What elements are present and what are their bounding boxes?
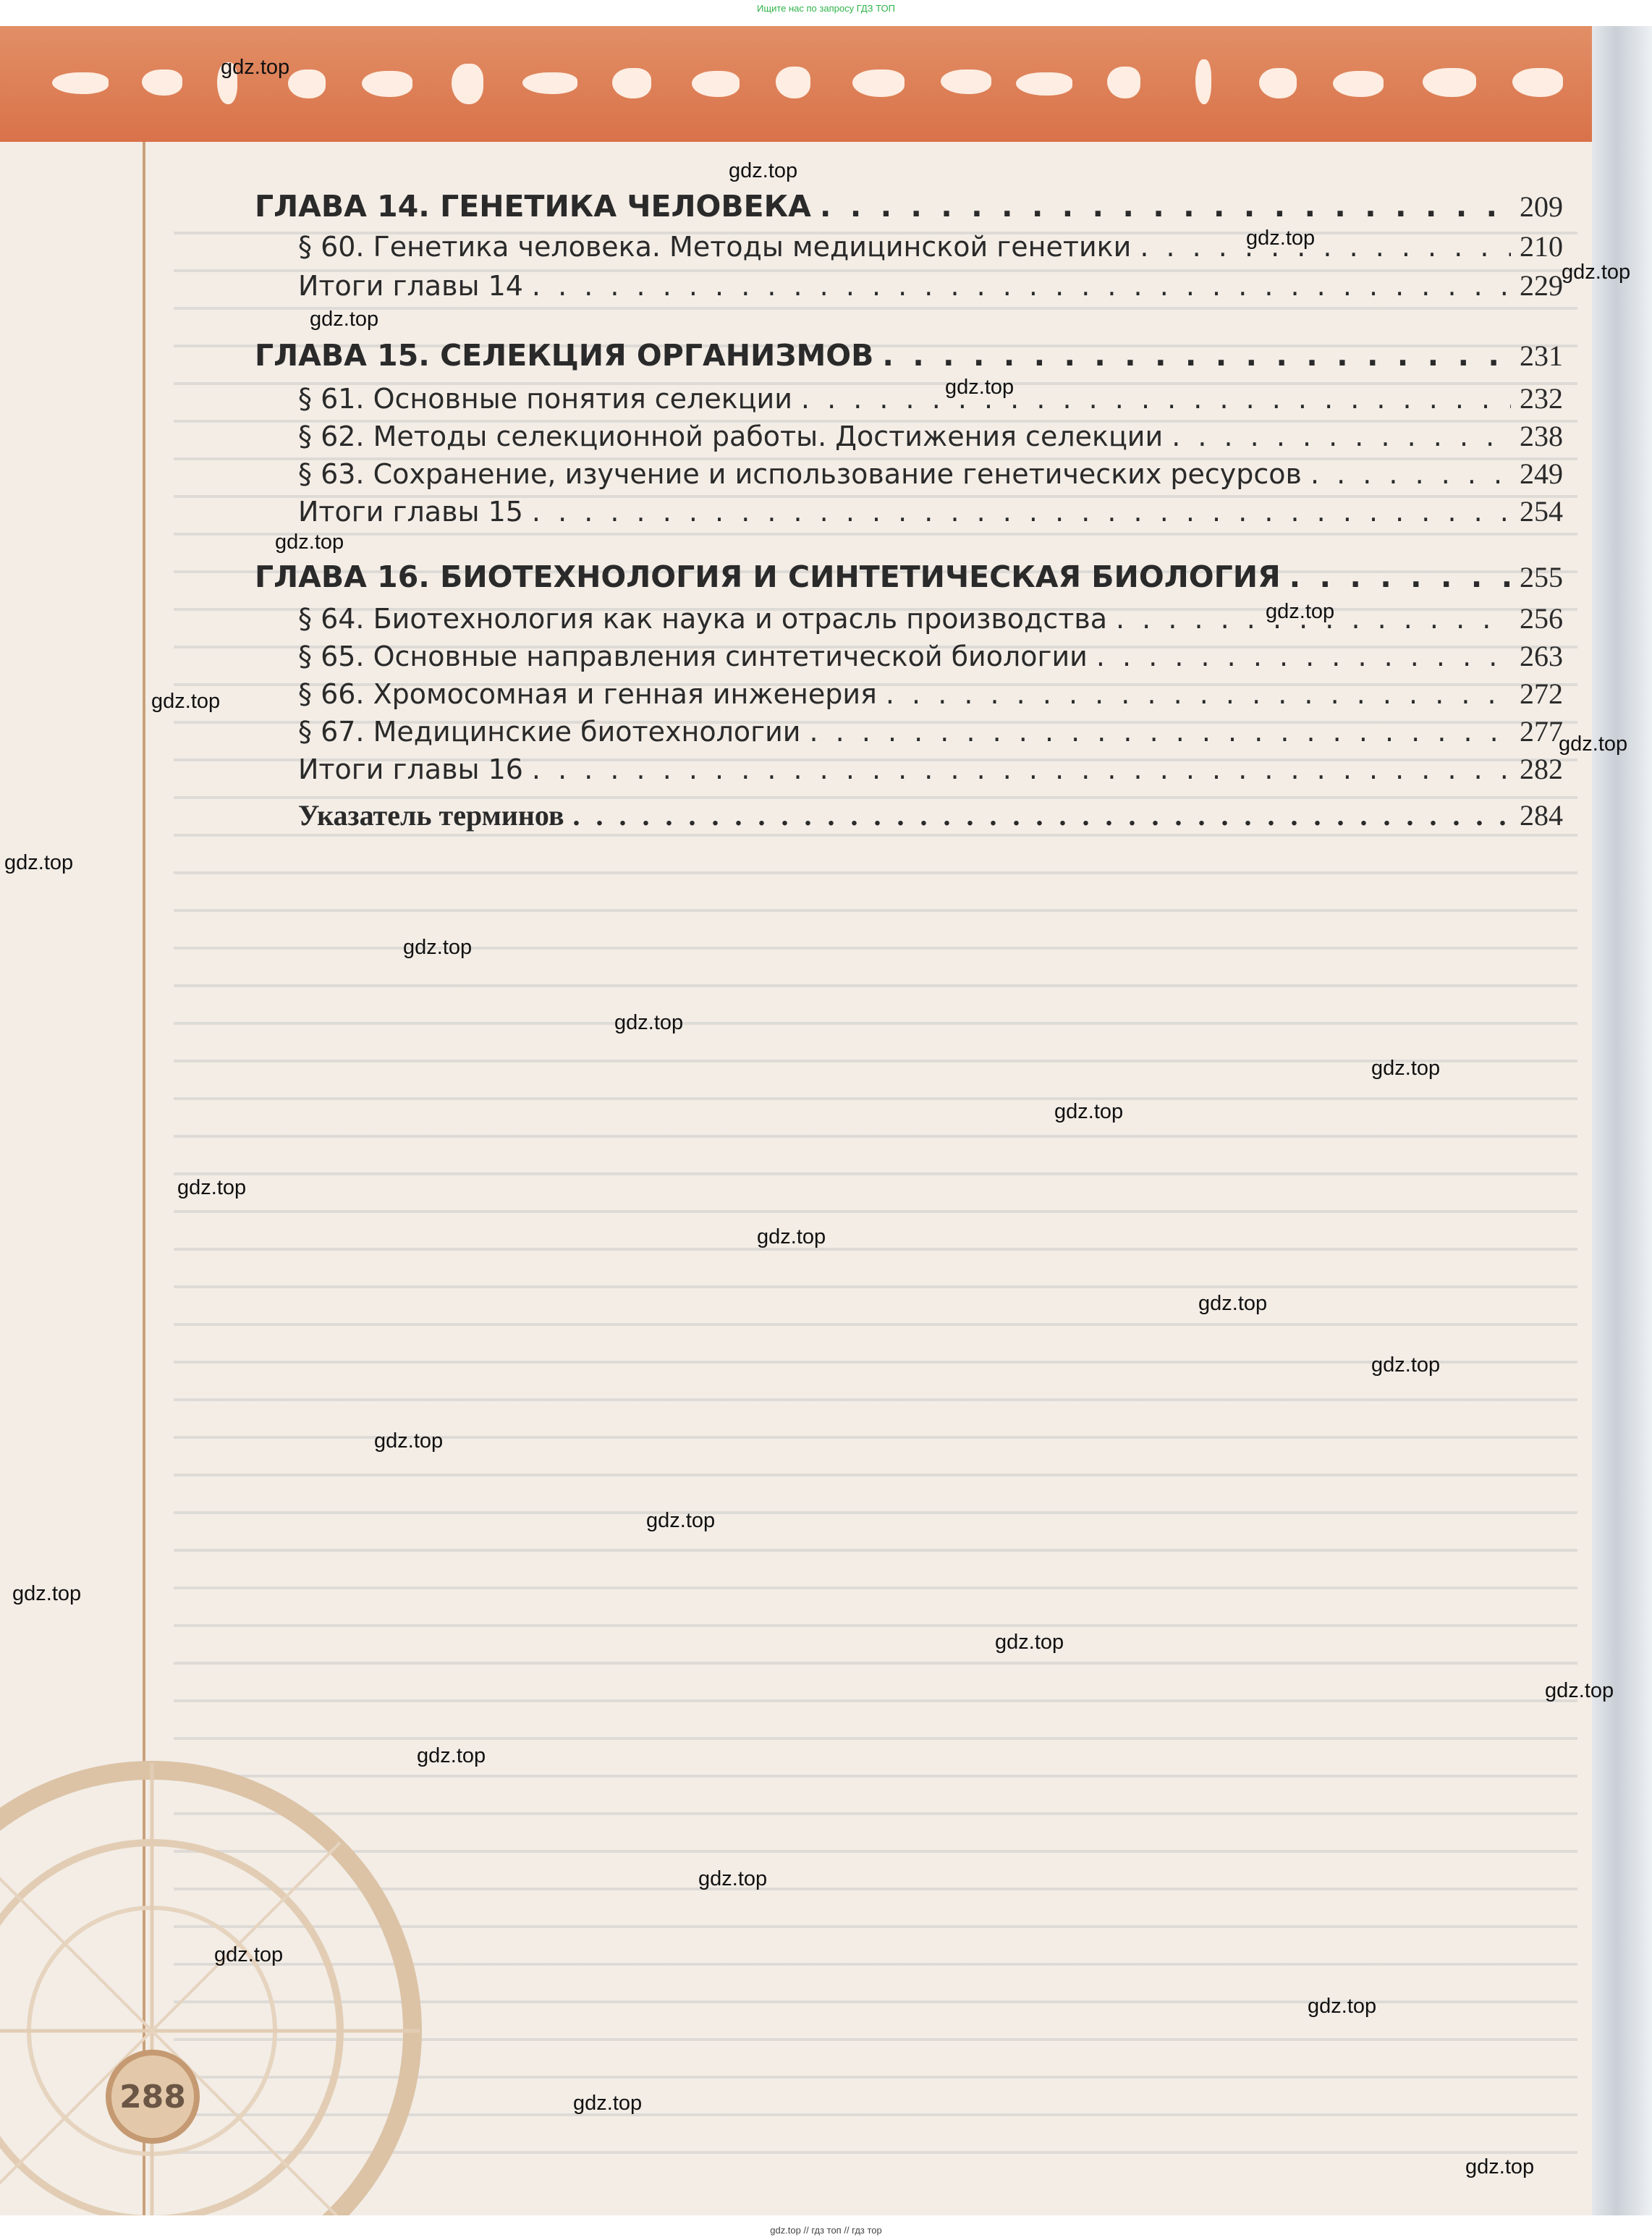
- watermark: gdz.top: [221, 56, 290, 79]
- dot-leader: [532, 266, 1511, 305]
- insect-icon: [288, 69, 326, 98]
- scorpion-icon: [776, 67, 810, 98]
- watermark: gdz.top: [12, 1582, 82, 1605]
- toc-section-66[interactable]: [255, 675, 1563, 714]
- toc-entry-title: § 60. Генетика человека. Методы медицинской генетики: [298, 231, 1132, 263]
- toc-summary-14[interactable]: [255, 266, 1563, 305]
- watermark: gdz.top: [1371, 1057, 1441, 1080]
- toc-page-number: 272: [1520, 677, 1563, 710]
- watermark: gdz.top: [1246, 227, 1316, 250]
- toc-index-of-terms[interactable]: [255, 796, 1563, 835]
- bird-flying-icon: [941, 69, 991, 94]
- toc-entry-title: § 62. Методы селекционной работы. Достижения селекции: [298, 420, 1164, 452]
- rhino-icon: [692, 71, 740, 97]
- toc-page-number: 232: [1520, 382, 1563, 415]
- toc-section-62[interactable]: [255, 417, 1563, 456]
- watermark: gdz.top: [1371, 1353, 1441, 1377]
- toc-section-65[interactable]: [255, 637, 1563, 676]
- toc-entry-title: ГЛАВА 15. СЕЛЕКЦИЯ ОРГАНИЗМОВ: [255, 338, 874, 373]
- bear-icon: [1333, 71, 1384, 97]
- watermark: gdz.top: [374, 1429, 444, 1453]
- watermark: gdz.top: [275, 531, 344, 554]
- watermark: gdz.top: [757, 1225, 826, 1248]
- dot-leader: [1172, 417, 1511, 456]
- dot-leader: [532, 492, 1511, 531]
- header-search-note: Ищите нас по запросу ГДЗ ТОП: [757, 3, 895, 14]
- toc-entry-title: Итоги главы 15: [298, 496, 523, 528]
- dot-leader: [1140, 227, 1511, 266]
- toc-entry-title: § 61. Основные понятия селекции: [298, 383, 792, 415]
- dot-leader: [882, 336, 1511, 375]
- scan-edge: [1592, 26, 1652, 2215]
- toc-page-number: 231: [1520, 339, 1563, 372]
- watermark: gdz.top: [1198, 1292, 1268, 1315]
- kangaroo-icon: [452, 64, 483, 104]
- footer-note: gdz.top // гдз топ // гдз тор: [770, 2225, 882, 2236]
- beetle-icon: [1259, 68, 1297, 98]
- toc-section-64[interactable]: [255, 599, 1563, 638]
- dot-leader: [820, 187, 1511, 226]
- dot-leader: [801, 379, 1511, 418]
- toc-section-61[interactable]: [255, 379, 1563, 418]
- bird-standing-icon: [1107, 67, 1140, 98]
- watermark: gdz.top: [614, 1011, 684, 1034]
- butterfly-icon: [612, 68, 651, 98]
- toc-page-number: 277: [1520, 715, 1563, 748]
- watermark: gdz.top: [1266, 600, 1335, 623]
- watermark: gdz.top: [151, 690, 221, 713]
- toc-entry-title: § 65. Основные направления синтетической биологии: [298, 641, 1088, 672]
- toc-entry-title: Итоги главы 16: [298, 753, 523, 785]
- watermark: gdz.top: [1559, 732, 1628, 756]
- toc-page-number: 210: [1520, 230, 1563, 263]
- dot-leader: [1310, 455, 1511, 494]
- cat-icon: [1512, 68, 1563, 97]
- watermark: gdz.top: [310, 308, 379, 331]
- watermark: gdz.top: [1308, 1995, 1377, 2018]
- toc-page-number: 238: [1520, 420, 1563, 452]
- toc-entry-title: § 63. Сохранение, изучение и использование генетических ресурсов: [298, 458, 1302, 490]
- toc-page-number: 249: [1520, 457, 1563, 490]
- toc-summary-15[interactable]: [255, 492, 1563, 531]
- penguin-icon: [1195, 59, 1211, 104]
- toc-page-number: 229: [1520, 269, 1563, 302]
- toc-entry-title: Указатель терминов: [298, 799, 564, 832]
- dot-leader: [1096, 637, 1511, 676]
- rodent-icon: [142, 69, 182, 96]
- watermark: gdz.top: [995, 1631, 1064, 1654]
- dot-leader: [573, 796, 1511, 835]
- animal-silhouettes-strip: [0, 26, 1592, 142]
- toc-summary-16[interactable]: [255, 750, 1563, 789]
- antelope-icon: [1423, 68, 1476, 97]
- toc-section-63[interactable]: [255, 455, 1563, 494]
- watermark: gdz.top: [214, 1943, 284, 1966]
- seal-icon: [1016, 72, 1072, 96]
- toc-chapter-14[interactable]: [255, 187, 1563, 226]
- watermark: gdz.top: [1465, 2155, 1535, 2178]
- dot-leader: [532, 750, 1511, 789]
- dot-leader: [1289, 557, 1511, 596]
- watermark: gdz.top: [573, 2092, 643, 2115]
- page-number-badge: 288: [106, 2050, 200, 2144]
- fish-icon: [52, 72, 109, 94]
- watermark: gdz.top: [177, 1176, 247, 1199]
- watermark: gdz.top: [729, 159, 798, 182]
- toc-entry-title: § 67. Медицинские биотехнологии: [298, 716, 801, 748]
- toc-page-number: 209: [1520, 190, 1563, 223]
- watermark: gdz.top: [945, 376, 1015, 399]
- toc-page-number: 254: [1520, 495, 1563, 528]
- toc-page-number: 284: [1520, 799, 1563, 832]
- watermark: gdz.top: [698, 1867, 768, 1890]
- watermark: gdz.top: [646, 1509, 716, 1532]
- toc-entry-title: § 64. Биотехнология как наука и отрасль производства: [298, 603, 1108, 635]
- horse-icon: [852, 69, 905, 97]
- watermark: gdz.top: [4, 851, 74, 874]
- compass-rose-decoration: [0, 1749, 434, 2215]
- watermark: gdz.top: [417, 1744, 486, 1767]
- toc-section-67[interactable]: [255, 712, 1563, 751]
- toc-entry-title: Итоги главы 14: [298, 270, 523, 302]
- toc-section-60[interactable]: [255, 227, 1563, 266]
- watermark: gdz.top: [403, 936, 473, 959]
- toc-entry-title: ГЛАВА 16. БИОТЕХНОЛОГИЯ И СИНТЕТИЧЕСКАЯ БИОЛОГИЯ: [255, 559, 1281, 594]
- toc-chapter-15[interactable]: [255, 336, 1563, 375]
- watermark: gdz.top: [1562, 261, 1631, 284]
- toc-page-number: 282: [1520, 753, 1563, 785]
- lizard-icon: [522, 72, 577, 94]
- toc-page-number: 263: [1520, 640, 1563, 672]
- toc-entry-title: § 66. Хромосомная и генная инженерия: [298, 678, 877, 710]
- toc-page-number: 255: [1520, 561, 1563, 593]
- boar-icon: [362, 71, 412, 97]
- header-banner: [0, 26, 1592, 142]
- watermark: gdz.top: [1545, 1679, 1614, 1702]
- toc-page-number: 256: [1520, 602, 1563, 635]
- watermark: gdz.top: [1054, 1100, 1124, 1123]
- toc-chapter-16[interactable]: [255, 557, 1563, 596]
- dot-leader: [886, 675, 1511, 714]
- toc-entry-title: ГЛАВА 14. ГЕНЕТИКА ЧЕЛОВЕКА: [255, 189, 811, 224]
- dot-leader: [810, 712, 1511, 751]
